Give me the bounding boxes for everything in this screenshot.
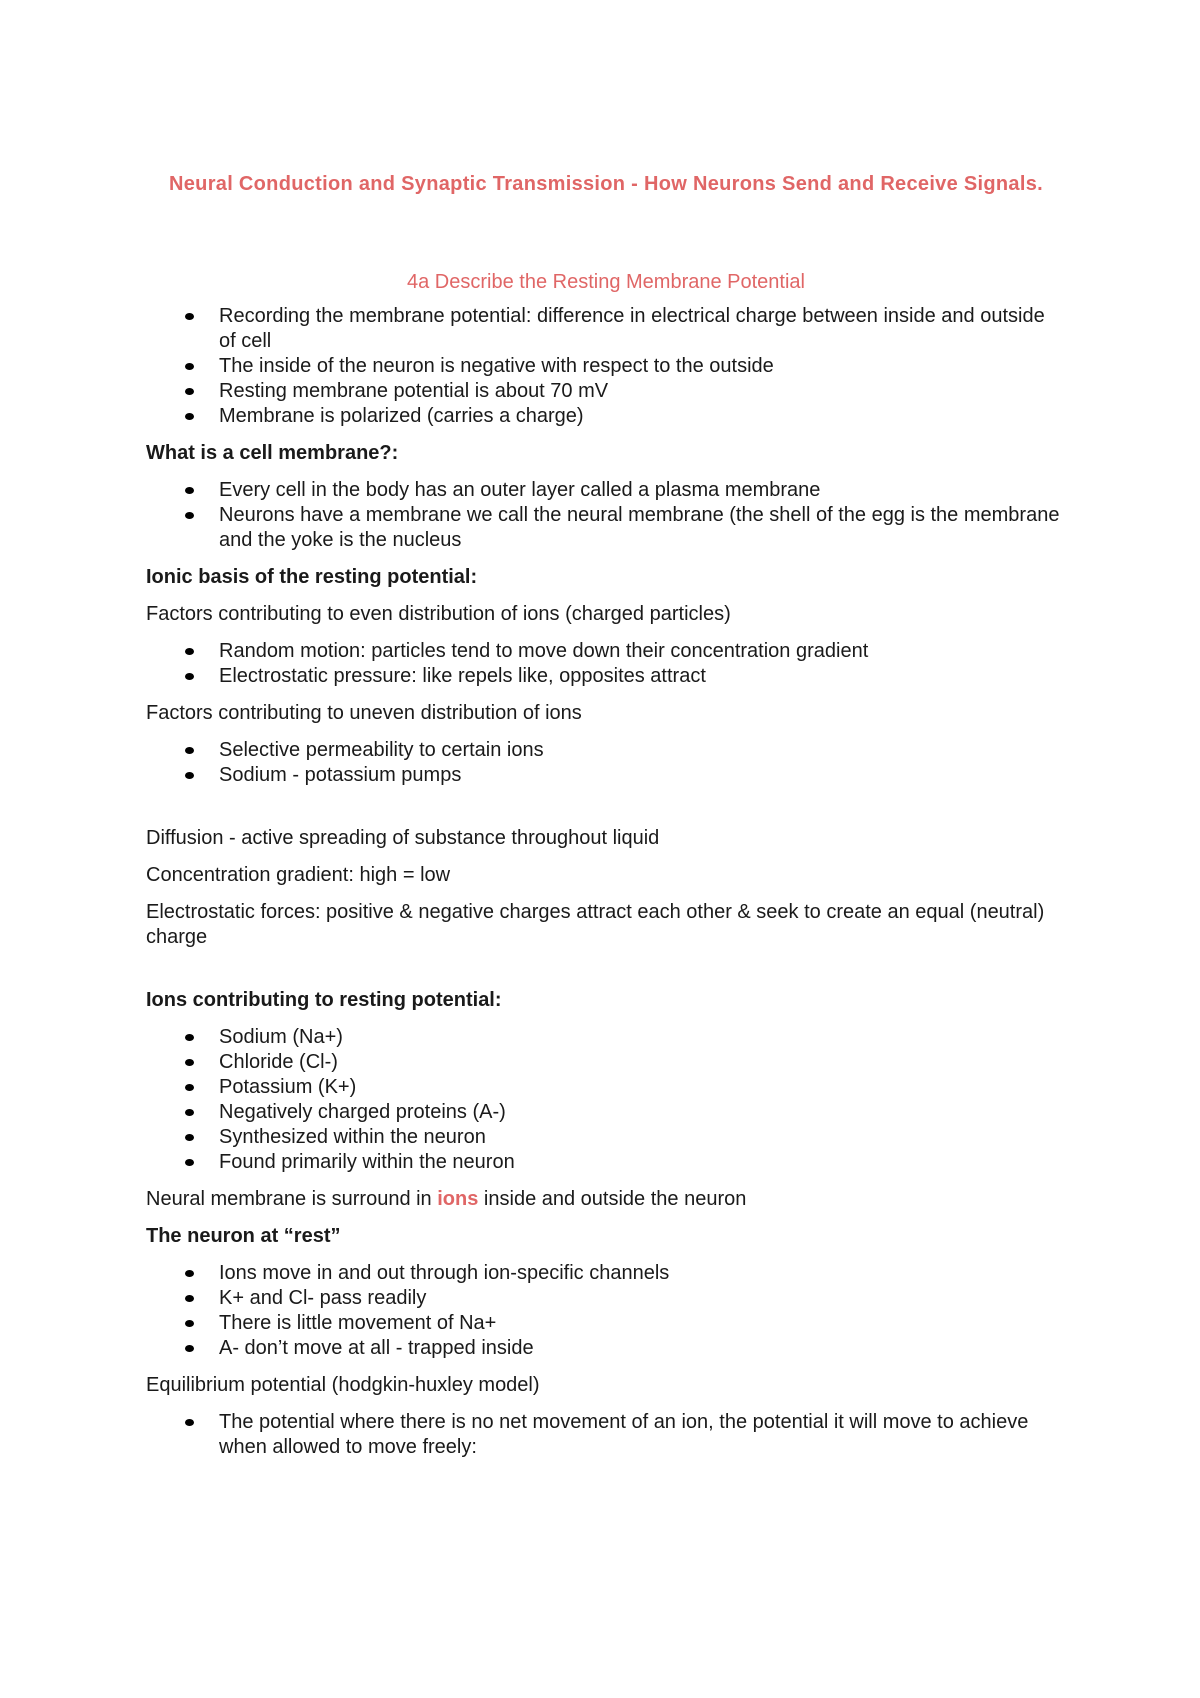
membrane-sentence (146, 1187, 1066, 1212)
ionic-basis-heading: Ionic basis of the resting potential: (146, 566, 478, 588)
list-item: Electrostatic pressure: like repels like, opposites attract (146, 664, 1066, 689)
list-item: Recording the membrane potential: difference in electrical charge between inside and outside of cell (146, 304, 1066, 354)
uneven-distribution-intro: Factors contributing to uneven distribution of ions (146, 702, 582, 724)
list-item: Sodium (Na+) (146, 1025, 1066, 1050)
list-item: There is little movement of Na+ (146, 1311, 1066, 1336)
membrane-sentence-highlight: ions (437, 1188, 479, 1210)
cell-membrane-heading: What is a cell membrane?: (146, 442, 399, 464)
list-item: Resting membrane potential is about 70 mV (146, 379, 1066, 404)
list-item: Synthesized within the neuron (146, 1125, 1066, 1150)
even-distribution-intro: Factors contributing to even distribution of ions (charged particles) (146, 603, 731, 625)
list-item: Negatively charged proteins (A-) (146, 1100, 1066, 1125)
diffusion-definition: Diffusion - active spreading of substance throughout liquid (146, 827, 660, 849)
document-title: Neural Conduction and Synaptic Transmission - How Neurons Send and Receive Signals. (169, 173, 1043, 195)
membrane-sentence-after: inside and outside the neuron (478, 1188, 747, 1210)
list-item: A- don’t move at all - trapped inside (146, 1336, 1066, 1361)
neuron-rest-list (146, 1261, 1066, 1361)
membrane-sentence-before: Neural membrane is surround in (146, 1188, 438, 1210)
list-item: Every cell in the body has an outer layer called a plasma membrane (146, 478, 1066, 503)
section-4a-list (146, 304, 1066, 429)
ions-contributing-list (146, 1025, 1066, 1175)
section-4a-heading: 4a Describe the Resting Membrane Potential (407, 271, 805, 293)
list-item: Neurons have a membrane we call the neural membrane (the shell of the egg is the membrane and the yoke is the nucleus (146, 503, 1066, 553)
spacer (146, 800, 1066, 826)
electrostatic-definition: Electrostatic forces: positive & negative charges attract each other & seek to create an equal (neutral) charge (146, 901, 1045, 948)
even-distribution-list (146, 639, 1066, 689)
concentration-definition: Concentration gradient: high = low (146, 864, 451, 886)
list-item: Selective permeability to certain ions (146, 738, 1066, 763)
list-item: The inside of the neuron is negative with respect to the outside (146, 354, 1066, 379)
list-item: The potential where there is no net movement of an ion, the potential it will move to achieve when allowed to move freely: (146, 1410, 1066, 1460)
neuron-rest-heading: The neuron at “rest” (146, 1225, 341, 1247)
list-item: Found primarily within the neuron (146, 1150, 1066, 1175)
cell-membrane-list (146, 478, 1066, 553)
spacer (146, 962, 1066, 988)
equilibrium-list (146, 1410, 1066, 1460)
list-item: Chloride (Cl-) (146, 1050, 1066, 1075)
list-item: Potassium (K+) (146, 1075, 1066, 1100)
list-item: Membrane is polarized (carries a charge) (146, 404, 1066, 429)
list-item: K+ and Cl- pass readily (146, 1286, 1066, 1311)
uneven-distribution-list (146, 738, 1066, 788)
list-item: Ions move in and out through ion-specific channels (146, 1261, 1066, 1286)
list-item: Sodium - potassium pumps (146, 763, 1066, 788)
ions-contributing-heading: Ions contributing to resting potential: (146, 989, 502, 1011)
equilibrium-intro: Equilibrium potential (hodgkin-huxley model) (146, 1374, 540, 1396)
document-page (146, 170, 1066, 1472)
list-item: Random motion: particles tend to move down their concentration gradient (146, 639, 1066, 664)
